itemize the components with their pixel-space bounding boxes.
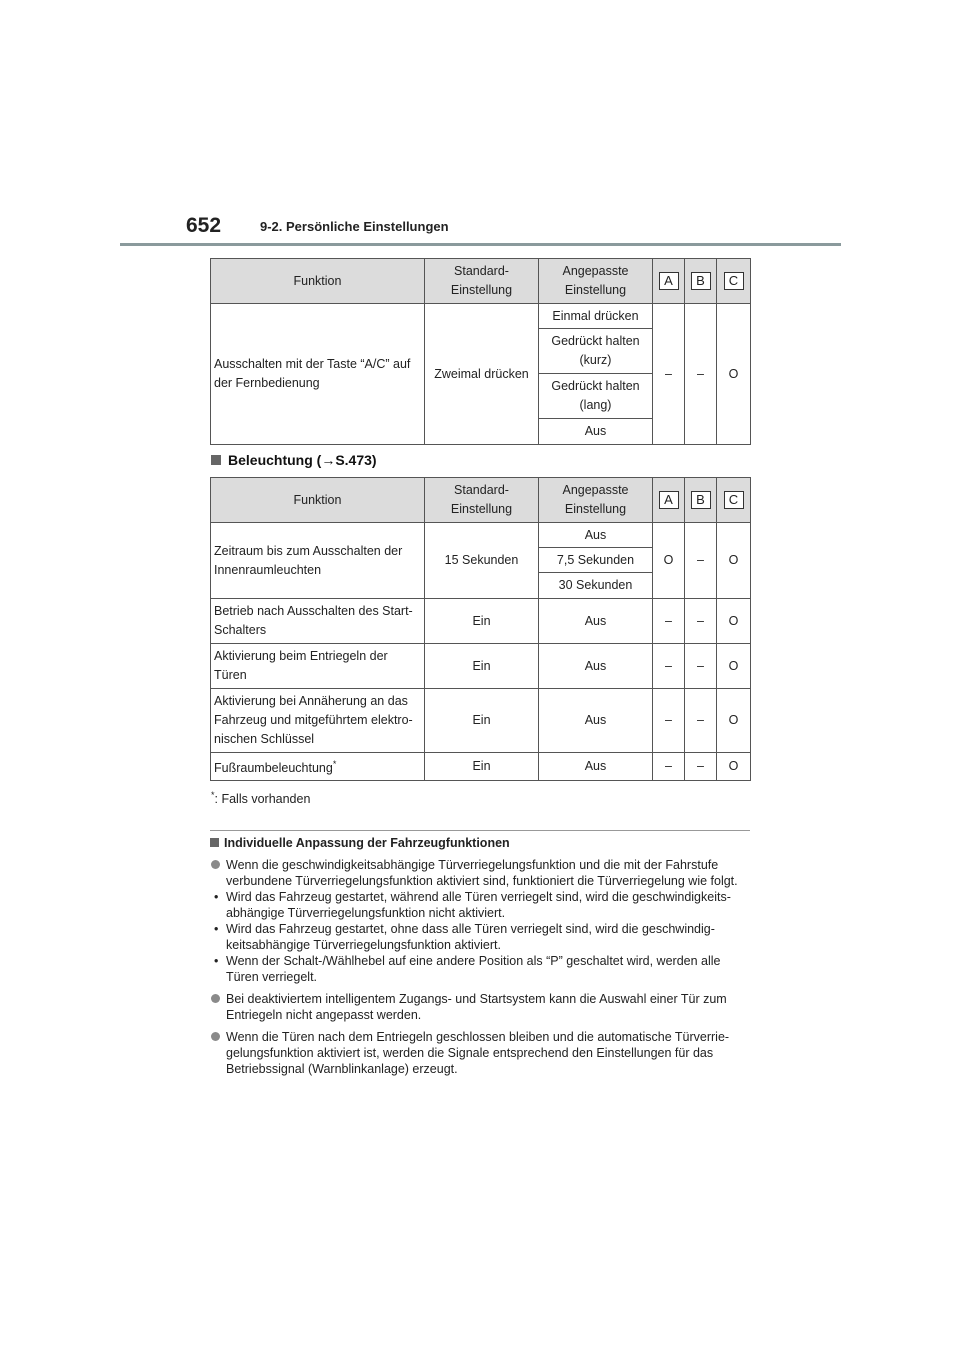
cell-custom: Aus (539, 689, 653, 753)
settings-table-lighting (210, 477, 751, 781)
cell-b: – (685, 644, 717, 689)
cell-c: O (717, 304, 751, 445)
cell-standard: Ein (425, 689, 539, 753)
cell-funktion: Aktivierung bei Annäherung an das Fahrzeug und mitgeführtem elektro- nischen Schlüssel (211, 689, 425, 753)
cell-funktion: Fußraumbeleuchtung* (211, 753, 425, 781)
cell-funktion: Betrieb nach Ausschalten des Start- Schalters (211, 599, 425, 644)
cell-option: Einmal drücken (539, 304, 653, 329)
header-rule (120, 243, 841, 246)
circle-bullet-icon (211, 860, 220, 869)
cell-funktion: Zeitraum bis zum Ausschalten der Innenraumleuchten (211, 523, 425, 599)
table-header-row (211, 259, 751, 304)
note-sub-item: • Wenn der Schalt-/Wählhebel auf eine andere Position als “P” geschaltet wird, werden alle Türen verriegelt. (214, 954, 721, 984)
cell-b: – (685, 304, 717, 445)
cell-funktion: Aktivierung beim Entriegeln der Türen (211, 644, 425, 689)
letter-b-box: B (691, 491, 711, 509)
header-angepasst: Angepasste Einstellung (539, 478, 653, 523)
cell-a: O (653, 523, 685, 599)
table-header-row (211, 478, 751, 523)
table-row (211, 753, 751, 781)
note-bullet: Bei deaktiviertem intelligentem Zugangs- und Startsystem kann die Auswahl einer Tür zum Entriegeln nicht angepasst werden. (210, 991, 755, 1023)
note-sub-item: • Wird das Fahrzeug gestartet, während alle Türen verriegelt sind, wird die geschwindigkeits- abhängige Türverriegelungsfunktion nicht aktiviert. (214, 890, 731, 920)
cell-standard: Ein (425, 644, 539, 689)
cell-custom: Aus (539, 599, 653, 644)
letter-a-box: A (659, 272, 679, 290)
header-col-c (717, 478, 751, 523)
page-number: 652 (186, 214, 222, 237)
footnote-marker: * (211, 790, 215, 800)
cell-standard: Ein (425, 599, 539, 644)
settings-table-climate (210, 258, 751, 445)
footnote: *: Falls vorhanden (211, 790, 311, 807)
header-funktion: Funktion (211, 259, 425, 304)
cell-c: O (717, 753, 751, 781)
cell-standard: 15 Sekunden (425, 523, 539, 599)
header-col-a (653, 259, 685, 304)
divider (210, 830, 750, 831)
cell-a: – (653, 304, 685, 445)
section-heading-beleuchtung: Beleuchtung (→S.473) (211, 452, 377, 468)
table-row (211, 689, 751, 753)
circle-bullet-icon (211, 1032, 220, 1041)
table-row (211, 523, 751, 548)
square-bullet-icon (210, 838, 219, 847)
cell-custom: Aus (539, 753, 653, 781)
header-angepasst: Angepasste Einstellung (539, 259, 653, 304)
cell-a: – (653, 753, 685, 781)
cell-b: – (685, 753, 717, 781)
table-row (211, 644, 751, 689)
cell-option: 7,5 Sekunden (539, 548, 653, 573)
table-row (211, 599, 751, 644)
notes-section (210, 834, 755, 1083)
cell-c: O (717, 523, 751, 599)
cell-standard: Zweimal drücken (425, 304, 539, 445)
section-title: 9-2. Persönliche Einstellungen (260, 219, 449, 234)
header-col-b (685, 478, 717, 523)
cell-c: O (717, 644, 751, 689)
cell-option: Aus (539, 523, 653, 548)
cell-funktion: Ausschalten mit der Taste “A/C” auf der Fernbedienung (211, 304, 425, 445)
letter-c-box: C (724, 272, 744, 290)
cell-a: – (653, 599, 685, 644)
cell-option: Gedrückt halten (lang) (539, 374, 653, 419)
circle-bullet-icon (211, 994, 220, 1003)
header-col-c (717, 259, 751, 304)
header-col-b (685, 259, 717, 304)
sub-bullet-icon: • (214, 922, 219, 936)
cell-standard: Ein (425, 753, 539, 781)
cell-c: O (717, 599, 751, 644)
footnote-marker: * (332, 759, 337, 769)
cell-b: – (685, 599, 717, 644)
square-bullet-icon (211, 455, 221, 465)
cell-a: – (653, 689, 685, 753)
note-bullet: Wenn die Türen nach dem Entriegeln geschlossen bleiben und die automatische Türverrie- gelungsfunktion aktiviert ist, werden die Signale entsprechend den Einstellungen für das Betriebssignal (Warnblinkanlage) erzeugt. (210, 1029, 755, 1077)
header-standard: Standard- Einstellung (425, 259, 539, 304)
cell-option: Aus (539, 419, 653, 445)
table-row (211, 304, 751, 329)
note-sub-item: • Wird das Fahrzeug gestartet, ohne dass alle Türen verriegelt sind, wird die geschwindig- keitsabhängige Türverriegelungsfunktion aktiviert. (214, 922, 715, 952)
sub-bullet-icon: • (214, 954, 219, 968)
cell-b: – (685, 523, 717, 599)
cell-option: 30 Sekunden (539, 573, 653, 599)
header-standard: Standard- Einstellung (425, 478, 539, 523)
sub-bullet-icon: • (214, 890, 219, 904)
letter-b-box: B (691, 272, 711, 290)
cell-custom: Aus (539, 644, 653, 689)
header-funktion: Funktion (211, 478, 425, 523)
cell-a: – (653, 644, 685, 689)
cell-b: – (685, 689, 717, 753)
letter-c-box: C (724, 491, 744, 509)
cell-option: Gedrückt halten (kurz) (539, 329, 653, 374)
header-col-a (653, 478, 685, 523)
note-bullet: Wenn die geschwindigkeitsabhängige Türverriegelungsfunktion und die mit der Fahrstufe verbundene Türverriegelungsfunktion aktiviert sind, funktioniert die Türverriegelung wie folgt. • Wird das Fahrzeug gestartet, während alle Türen verriegelt sind, wird die geschwindigkeits- abhängige Türverriegelungsfunktion nicht aktiviert. • Wird das Fahrzeug gestartet, ohne dass alle Türen verriegelt sind, wird die geschwindig- keitsabhängige Türverriegelungsfunktion aktiviert. • Wenn der Schalt-/Wählhebel auf eine andere Position als “P” geschaltet wird, werden alle Türen verriegelt. (210, 857, 755, 985)
notes-heading: Individuelle Anpassung der Fahrzeugfunktionen (210, 835, 755, 851)
cell-c: O (717, 689, 751, 753)
letter-a-box: A (659, 491, 679, 509)
